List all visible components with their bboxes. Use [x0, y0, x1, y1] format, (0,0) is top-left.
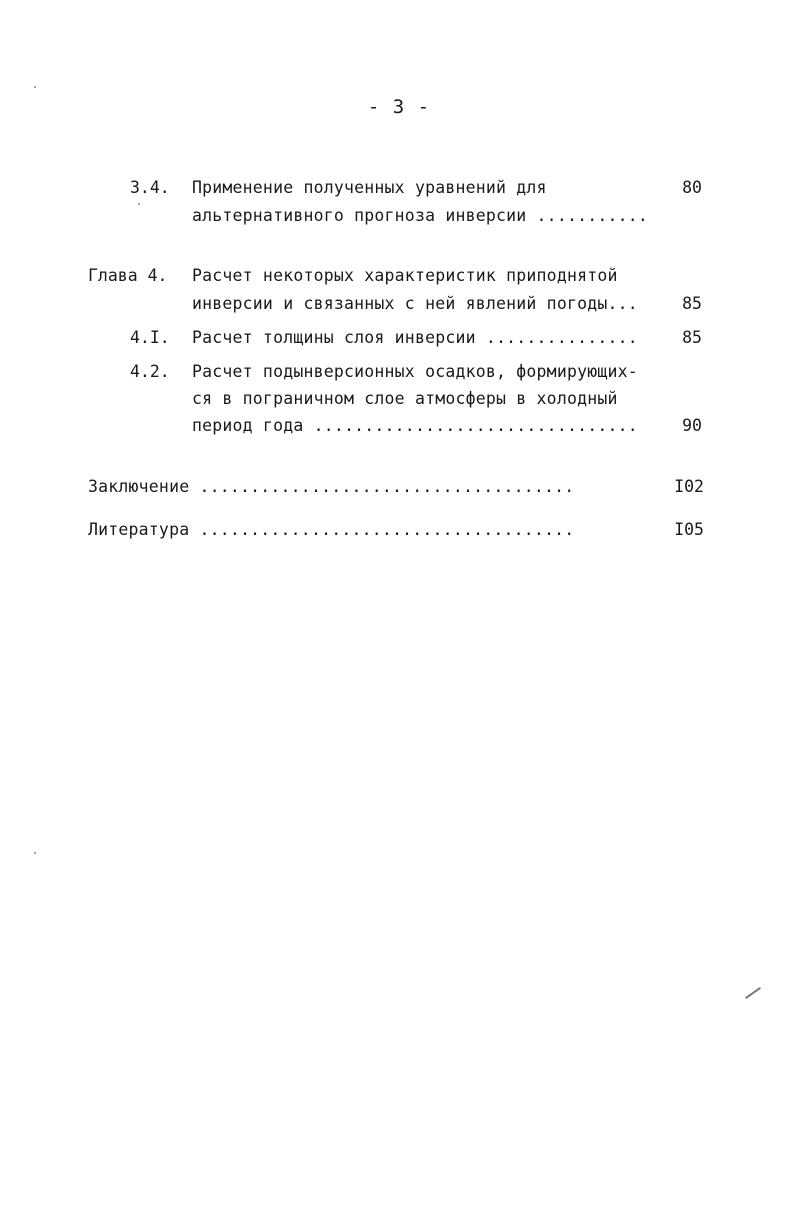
toc-title-line: Применение полученных уравнений для	[192, 178, 547, 197]
toc-title-line: Заключение .....................................	[88, 477, 575, 496]
toc-page: 85	[682, 328, 702, 347]
toc-number: 3.4.	[130, 178, 170, 197]
toc-page: 90	[682, 416, 702, 435]
toc-number: 4.I.	[130, 328, 170, 347]
toc-title-line: Литература .....................................	[88, 520, 575, 539]
toc-title-line: Расчет толщины слоя инверсии ...............	[192, 328, 638, 347]
scan-speck	[138, 203, 140, 205]
scan-speck	[34, 86, 36, 88]
scan-speck	[34, 852, 36, 854]
toc-page: I05	[674, 520, 704, 539]
toc-number: Глава 4.	[88, 266, 168, 285]
toc-title-line: альтернативного прогноза инверсии ...........	[192, 206, 649, 225]
toc-number: 4.2.	[130, 362, 170, 381]
toc-page: 85	[682, 294, 702, 313]
toc-title-line: Расчет подынверсионных осадков, формирующих-	[192, 362, 638, 381]
toc-title-line: период года ................................	[192, 416, 638, 435]
toc-title-line: ся в пограничном слое атмосферы в холодный	[192, 389, 618, 408]
toc-page: 80	[682, 178, 702, 197]
pen-stroke-mark	[745, 987, 761, 999]
toc-page: I02	[674, 477, 704, 496]
page-number: - 3 -	[367, 96, 431, 118]
toc-title-line: инверсии и связанных с ней явлений погоды...	[192, 294, 638, 313]
toc-title-line: Расчет некоторых характеристик приподнятой	[192, 266, 618, 285]
